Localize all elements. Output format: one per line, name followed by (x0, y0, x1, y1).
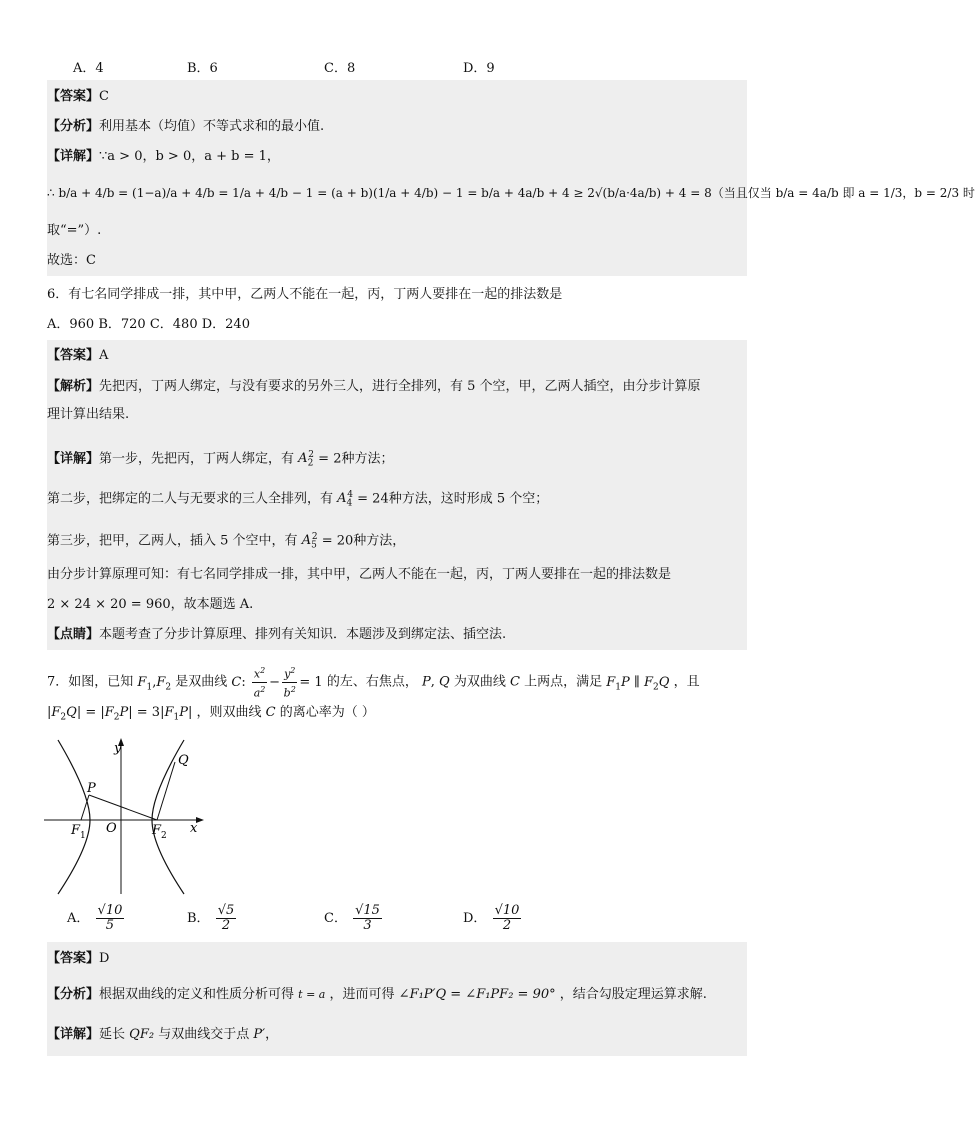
step-text: = 2种方法； (318, 451, 394, 467)
q6-options: A．960 B．720 C．480 D．240 (47, 317, 250, 332)
q7-option-c (324, 904, 384, 933)
answer-tag: 【答案】 (47, 348, 100, 363)
origin-label: O (106, 821, 117, 836)
permutation-symbol: $A_5^2$ (301, 532, 318, 551)
step-text: = 20种方法， (321, 533, 406, 549)
numerator: √15 (355, 903, 380, 918)
analysis-text: ，进而可得 (329, 987, 395, 1002)
analysis-tag: 【分析】 (47, 987, 100, 1002)
numerator: √5 (217, 903, 235, 918)
detail-text: ∵a > 0，b > 0，a + b = 1， (99, 149, 280, 164)
denominator: 5 (105, 918, 115, 933)
f2-subscript: 2 (161, 831, 167, 841)
q6-step-3 (47, 528, 405, 555)
option-a: A．4 (73, 61, 104, 76)
option-d: D．9 (463, 61, 495, 76)
stem-text: 上两点，满足 (524, 674, 603, 690)
answer-tag: 【答案】 (47, 89, 100, 104)
option-b: B．6 (187, 61, 218, 76)
q6-analysis-2: 理计算出结果. (47, 407, 130, 422)
f1-label: F (71, 823, 81, 838)
answer-value: D (99, 951, 110, 966)
q6-summary-1: 由分步计算原理可知：有七名同学排成一排，其中甲，乙两人不能在一起，丙，丁两人要排在一起的排法数是 (47, 567, 672, 582)
analysis-tag: 【分析】 (47, 119, 100, 134)
f2-label: F (152, 823, 162, 838)
analysis-math: t = a (298, 988, 326, 1001)
hyperbola-figure (44, 734, 214, 896)
analysis-text: 利用基本（均值）不等式求和的最小值. (99, 119, 325, 134)
option-fraction (96, 904, 125, 933)
option-letter: A． (67, 911, 90, 926)
q7-analysis (47, 986, 707, 1004)
stem-text: ，且 (673, 674, 700, 690)
q6-comment (47, 626, 506, 644)
curve-symbol: C (265, 705, 276, 720)
stem-text: 的离心率为（ ） (279, 705, 375, 720)
option-fraction (353, 904, 382, 933)
stem-text: 是双曲线 (175, 674, 228, 690)
q5-detail-1 (47, 148, 280, 166)
denominator: 2 (221, 918, 231, 933)
p-label: P (87, 781, 96, 796)
option-letter: C． (324, 911, 347, 926)
left-branch (58, 740, 90, 894)
q6-step-1 (47, 446, 393, 473)
denominator: 2 (502, 918, 512, 933)
q6-stem: 6．有七名同学排成一排，其中甲，乙两人不能在一起，丙，丁两人要排在一起的排法数是 (47, 287, 563, 302)
step-text: 第三步，把甲，乙两人，插入 5 个空中，有 (47, 533, 298, 549)
detail-text: 延长 (99, 1027, 126, 1042)
option-fraction (493, 904, 522, 933)
step-text: = 24种方法，这时形成 5 个空； (357, 491, 549, 507)
q7-answer (47, 950, 109, 968)
comment-text: 本题考查了分步计算原理、排列有关知识．本题涉及到绑定法、插空法. (99, 627, 507, 642)
points-symbols: P, Q (421, 674, 450, 690)
detail-text: ， (265, 1027, 279, 1042)
option-letter: B． (187, 911, 210, 926)
option-c: C．8 (324, 61, 356, 76)
hyperbola-equation: C: $\frac{x^2}{a^2}$ − $\frac{y^2}{b^2}$ = 1 (231, 666, 323, 700)
y-label: y (114, 741, 122, 756)
segment-f1p (81, 795, 89, 820)
step-text: 第二步，把绑定的二人与无要求的三人全排列，有 (47, 491, 334, 507)
permutation-symbol: $A_2^2$ (298, 450, 315, 469)
permutation-symbol: $A_4^4$ (337, 490, 354, 509)
q6-step-2 (47, 486, 548, 513)
q5-solution-block (47, 80, 747, 276)
q7-stem-line-1 (47, 664, 700, 700)
analysis-tag: 【解析】 (47, 379, 100, 394)
option-fraction (216, 904, 237, 933)
analysis-text: 先把丙，丁两人绑定，与没有要求的另外三人，进行全排列，有 5 个空，甲，乙两人插空，由分步计算原 (99, 379, 701, 394)
answer-tag: 【答案】 (47, 951, 100, 966)
q6-answer (47, 347, 108, 365)
detail-math: P′ (253, 1027, 266, 1042)
denominator: 3 (363, 918, 372, 933)
answer-value: A (99, 348, 109, 363)
analysis-text: ，结合勾股定理运算求解. (559, 987, 707, 1002)
q7-option-d (463, 904, 523, 933)
option-letter: D． (463, 911, 487, 926)
q7-option-a (67, 904, 126, 933)
step-text: 第一步，先把丙，丁两人绑定，有 (99, 451, 295, 467)
analysis-text: 根据双曲线的定义和性质分析可得 (99, 987, 295, 1002)
q7-detail (47, 1026, 278, 1044)
numerator: √10 (97, 903, 123, 918)
detail-math: QF₂ (129, 1027, 155, 1042)
segment-f2q (157, 762, 175, 820)
f1-subscript: 1 (80, 831, 86, 841)
q5-detail-3: 取“=”）. (47, 223, 102, 238)
x-label: x (190, 821, 198, 836)
detail-text: 与双曲线交于点 (158, 1027, 250, 1042)
q5-answer (47, 88, 109, 106)
q-label: Q (178, 753, 189, 768)
stem-text: 7．如图，已知 (47, 674, 134, 690)
answer-value: C (99, 89, 109, 104)
segment-pf2 (89, 795, 157, 820)
detail-tag: 【详解】 (47, 451, 100, 467)
q5-detail-expression: ∴ b/a + 4/b = (1−a)/a + 4/b = 1/a + 4/b − 1 = (a + b)(1/a + 4/b) − 1 = b/a + 4a/b + 4 ≥ 2√(b/a·4a/b) + 4 = 8（当且仅当 b/a = 4a/b 即 a = 1/3，b = 2/3 时 (47, 186, 975, 200)
length-condition: $|F_2Q| = |F_2P| = 3|F_1P|$ (47, 705, 193, 723)
stem-text: 的左、右焦点， (326, 674, 418, 690)
stem-text: 为双曲线 (453, 674, 506, 690)
q5-conclusion: 故选：C (47, 253, 96, 268)
q7-option-b (187, 904, 238, 933)
q7-stem-line-2 (47, 704, 375, 727)
detail-tag: 【详解】 (47, 149, 100, 164)
numerator: √10 (494, 903, 520, 918)
parallel-condition: $F_1P$ ∥ $F_2Q$ (606, 674, 670, 693)
q5-analysis (47, 118, 324, 136)
detail-tag: 【详解】 (47, 1027, 100, 1042)
stem-text: ，则双曲线 (196, 705, 262, 720)
q6-summary-2: 2 × 24 × 20 = 960，故本题选 A. (47, 597, 254, 612)
comment-tag: 【点睛】 (47, 627, 100, 642)
q6-analysis-1 (47, 378, 701, 396)
foci-symbols: $F_1,F_2$ (137, 674, 172, 693)
curve-symbol: C (509, 674, 520, 690)
analysis-math: ∠F₁P′Q = ∠F₁PF₂ = 90° (398, 987, 556, 1002)
